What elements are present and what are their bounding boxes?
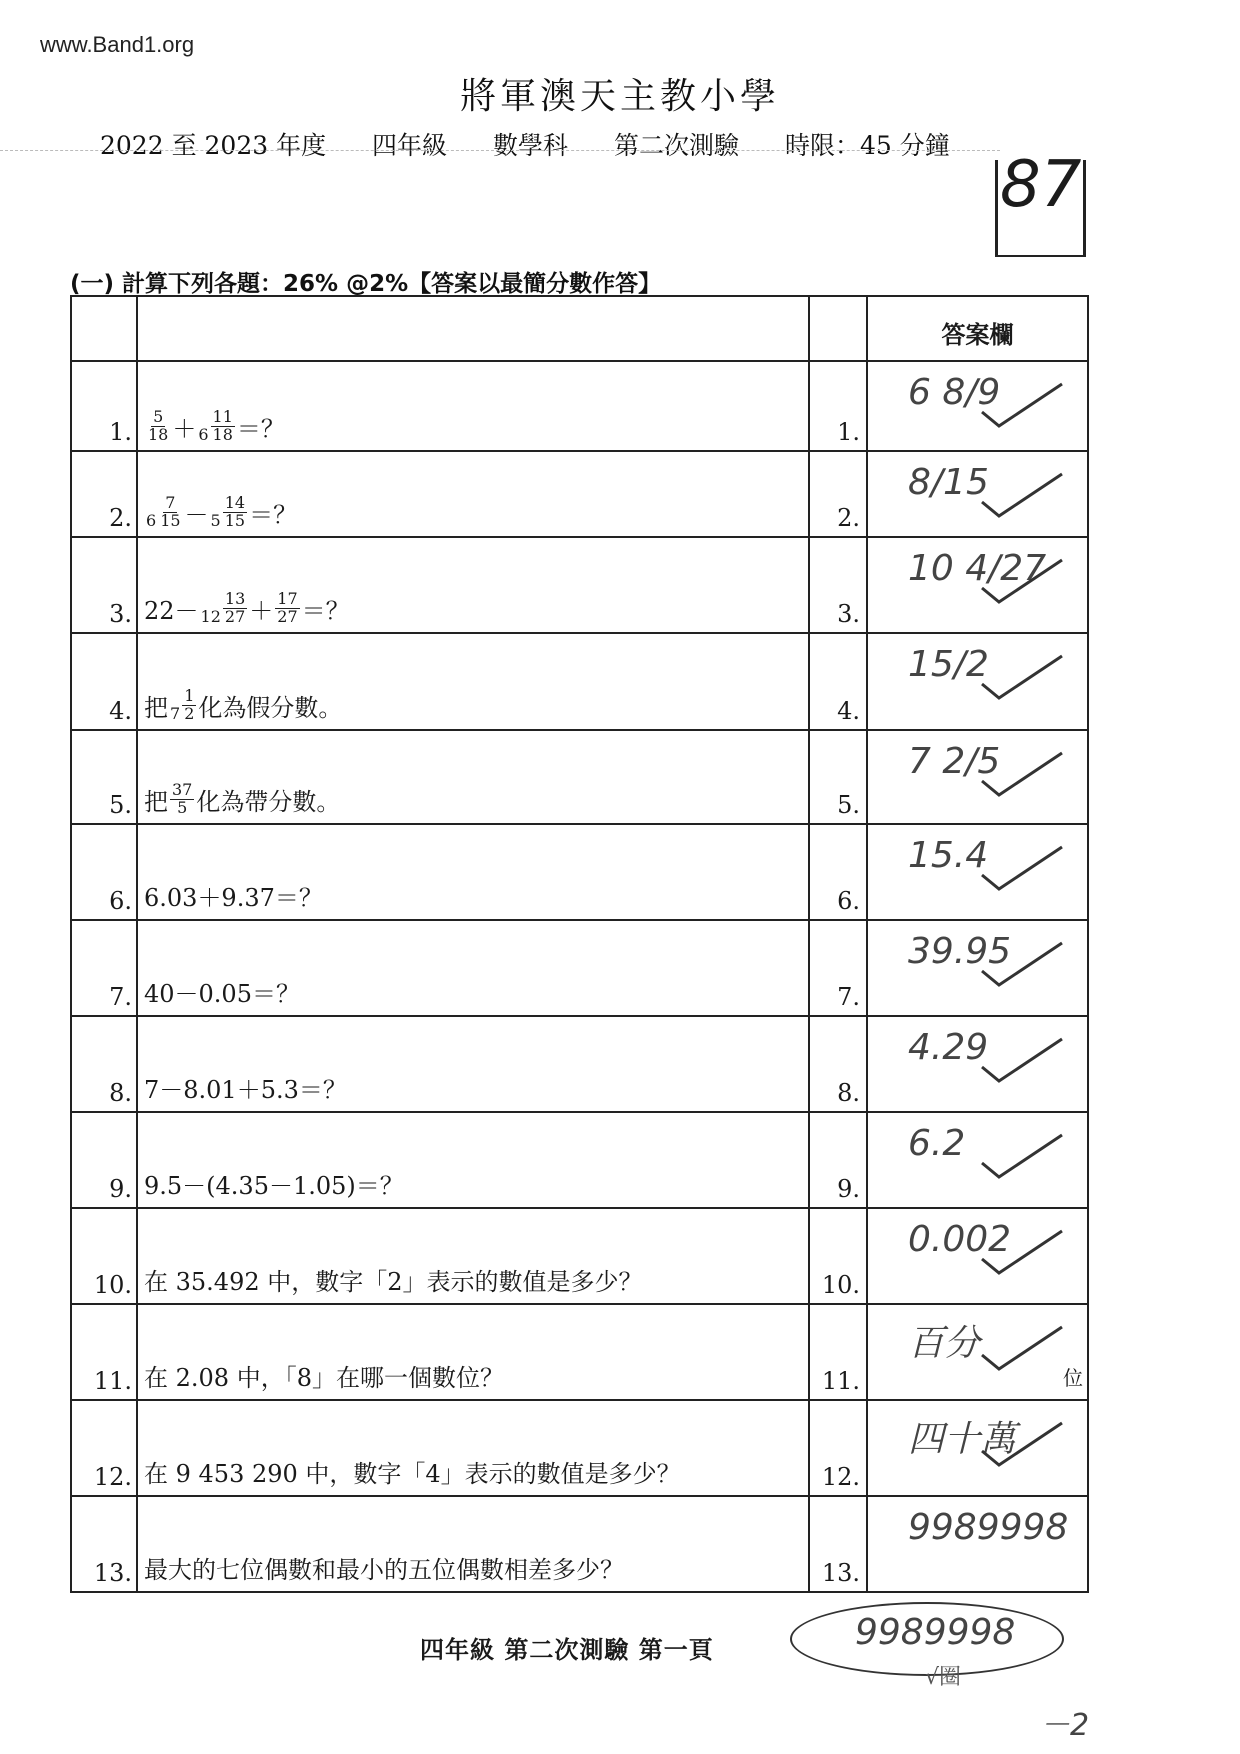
check-mark-icon xyxy=(977,1221,1067,1281)
fraction: $\frac{13}{27}$ xyxy=(224,589,246,627)
fraction: $\frac{37}{5}$ xyxy=(172,780,193,818)
handwritten-answer: 10 4/27 xyxy=(908,548,1047,589)
check-mark-icon xyxy=(977,1317,1067,1377)
table-row xyxy=(72,1209,1087,1305)
table-row xyxy=(72,1497,1087,1593)
table-header-row xyxy=(72,297,1087,362)
question-number: 1. xyxy=(109,418,132,446)
website-watermark: www.Band1.org xyxy=(40,32,195,57)
check-mark-icon xyxy=(977,1413,1067,1473)
answer-number: 13. xyxy=(821,1559,860,1587)
handwritten-answer: 9989998 xyxy=(908,1507,1069,1548)
question-text: 在 9 453 290 中，數字「4」表示的數值是多少？ xyxy=(144,1460,681,1488)
table-row xyxy=(72,1401,1087,1497)
fraction: $\frac{14}{15}$ xyxy=(224,493,246,531)
section-title: (一) 計算下列各題：26% @2%【答案以最簡分數作答】 xyxy=(70,271,662,297)
answer-number: 6. xyxy=(837,887,860,915)
answer-number: 7. xyxy=(837,983,860,1011)
question-text: 6.03＋9.37＝？ xyxy=(144,884,323,912)
question-text: 22－ 12 $\frac{13}{27}$ ＋ $\frac{17}{27}$ ＝？ xyxy=(144,589,350,627)
question-number: 13. xyxy=(93,1559,132,1587)
exam-name: 第二次測驗 xyxy=(613,131,739,160)
question-text: $\frac{5}{18}$ ＋ 6 $\frac{11}{18}$ ＝？ xyxy=(148,407,285,445)
question-text: 最大的七位偶數和最小的五位偶數相差多少？ xyxy=(144,1556,624,1584)
table-row xyxy=(72,825,1087,921)
table-row xyxy=(72,538,1087,634)
deduction-mark: －2 xyxy=(1040,1708,1090,1743)
check-mark-icon xyxy=(977,550,1067,610)
exam-duration: 時限：45 分鐘 xyxy=(784,131,950,160)
exam-year: 2022 至 2023 年度 xyxy=(100,131,327,160)
place-unit-label: 位 xyxy=(1063,1366,1083,1390)
question-number: 11. xyxy=(93,1367,132,1395)
question-table xyxy=(70,295,1089,1593)
table-row xyxy=(72,362,1087,452)
answer-number: 3. xyxy=(837,600,860,628)
question-number: 9. xyxy=(109,1175,132,1203)
question-text: 在 35.492 中，數字「2」表示的數值是多少？ xyxy=(144,1268,643,1296)
handwritten-answer: 四十萬 xyxy=(908,1419,1017,1460)
question-number: 5. xyxy=(109,791,132,819)
page-footer: 四年級 第二次測驗 第一頁 xyxy=(420,1636,714,1664)
question-text: 6 $\frac{7}{15}$ － 5 $\frac{14}{15}$ ＝？ xyxy=(146,493,298,531)
exam-grade: 四年級 xyxy=(372,131,448,160)
answer-column-header: 答案欄 xyxy=(941,321,1014,349)
fraction: $\frac{5}{18}$ xyxy=(148,407,169,445)
table-row xyxy=(72,731,1087,825)
question-number: 4. xyxy=(109,697,132,725)
check-mark-icon xyxy=(977,374,1067,434)
question-number: 7. xyxy=(109,983,132,1011)
fraction: $\frac{7}{15}$ xyxy=(160,493,181,531)
answer-number: 10. xyxy=(821,1271,860,1299)
table-row xyxy=(72,921,1087,1017)
question-text: 40－0.05＝？ xyxy=(144,980,300,1008)
check-mark-icon xyxy=(977,1125,1067,1185)
handwritten-answer: 6.2 xyxy=(908,1123,966,1164)
question-text: 把 $\frac{37}{5}$ 化為帶分數。 xyxy=(144,780,341,818)
table-row xyxy=(72,634,1087,731)
exam-subject: 數學科 xyxy=(493,131,569,160)
answer-number: 11. xyxy=(821,1367,860,1395)
question-number: 2. xyxy=(109,504,132,532)
question-number: 6. xyxy=(109,887,132,915)
table-row xyxy=(72,1305,1087,1401)
fraction: $\frac{1}{2}$ xyxy=(184,686,195,724)
answer-number: 1. xyxy=(837,418,860,446)
answer-number: 2. xyxy=(837,504,860,532)
question-number: 3. xyxy=(109,600,132,628)
fraction: $\frac{17}{27}$ xyxy=(277,589,298,627)
answer-number: 12. xyxy=(821,1463,860,1491)
handwritten-score: 87 xyxy=(1000,148,1082,222)
handwritten-answer: 8/15 xyxy=(908,462,989,503)
handwritten-answer: 百分 xyxy=(908,1323,981,1364)
school-name: 將軍澳天主教小學 xyxy=(459,76,780,117)
handwritten-answer: 39.95 xyxy=(908,931,1012,972)
dotted-divider xyxy=(0,150,1000,151)
answer-number: 4. xyxy=(837,697,860,725)
question-number: 8. xyxy=(109,1079,132,1107)
answer-number: 5. xyxy=(837,791,860,819)
handwritten-answer: 6 8/9 xyxy=(908,372,1001,413)
check-mark-icon xyxy=(977,743,1067,803)
handwritten-answer: 4.29 xyxy=(908,1027,989,1068)
table-row xyxy=(72,1113,1087,1209)
handwritten-answer: 0.002 xyxy=(908,1219,1012,1260)
check-mark-icon xyxy=(977,933,1067,993)
question-text: 9.5－(4.35－1.05)＝？ xyxy=(144,1172,404,1200)
correction-note: √圈 xyxy=(925,1665,962,1690)
question-text: 在 2.08 中，「8」在哪一個數位？ xyxy=(144,1364,504,1392)
question-number: 10. xyxy=(93,1271,132,1299)
handwritten-correction: 9989998 xyxy=(855,1612,1016,1653)
question-number: 12. xyxy=(93,1463,132,1491)
table-row xyxy=(72,1017,1087,1113)
answer-number: 9. xyxy=(837,1175,860,1203)
question-text: 把 7 $\frac{1}{2}$ 化為假分數。 xyxy=(144,686,343,724)
exam-info-line xyxy=(100,126,988,162)
table-row xyxy=(72,452,1087,538)
fraction: $\frac{11}{18}$ xyxy=(212,407,233,445)
answer-number: 8. xyxy=(837,1079,860,1107)
check-mark-icon xyxy=(977,464,1067,524)
check-mark-icon xyxy=(977,837,1067,897)
handwritten-answer: 15/2 xyxy=(908,644,989,685)
check-mark-icon xyxy=(977,1029,1067,1089)
question-text: 7－8.01＋5.3＝？ xyxy=(144,1076,347,1104)
check-mark-icon xyxy=(977,646,1067,706)
handwritten-answer: 7 2/5 xyxy=(908,741,1001,782)
handwritten-answer: 15.4 xyxy=(908,835,989,876)
